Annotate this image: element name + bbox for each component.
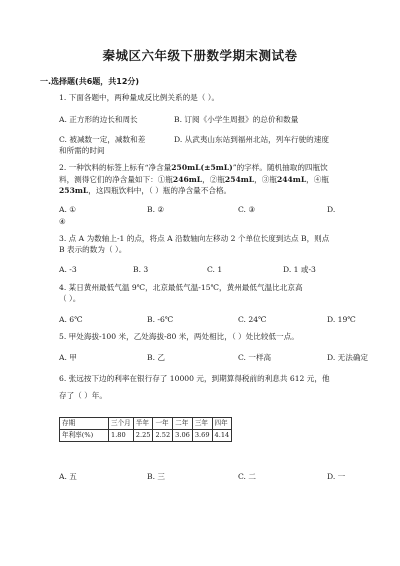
question-4-option-a: A. 6℃ [59, 315, 83, 324]
q2-text: 2. 一种饮料的标签上标有“净含量 [59, 163, 172, 172]
table-row [60, 430, 232, 442]
question-4-line-1: 4. 某日黄州最低气温 9℃，北京最低气温-15℃，黄州最低气温比北京高 [59, 283, 303, 292]
table-header-row [60, 418, 232, 430]
question-1-option-a: A. 正方形的边长和周长 [59, 115, 138, 124]
page-title: 秦城区六年级下册数学期末测试卷 [102, 48, 298, 63]
table-cell: 2.25 [133, 430, 153, 442]
question-2-option-d-cont: ④ [59, 217, 66, 226]
section-heading: 一.选择题(共6题，共12分) [40, 77, 140, 86]
question-3-option-b: B. 3 [133, 265, 149, 274]
table-header-cell: 一年 [153, 418, 173, 430]
table-header-cell: 半年 [133, 418, 153, 430]
table-header-cell: 二年 [173, 418, 193, 430]
table-cell: 3.06 [173, 430, 193, 442]
q2-text: ，④瓶 [306, 175, 329, 184]
question-5-option-d: D. 无法确定 [327, 353, 369, 362]
question-3-option-a: A. -3 [59, 265, 77, 274]
question-4-line-2: （ ）。 [59, 294, 81, 303]
question-2-option-d: D. [327, 205, 336, 214]
q2-text: 料，测得它们的净含量如下：①瓶 [59, 175, 173, 184]
table-cell: 1.80 [109, 430, 134, 442]
question-2-option-c: C. ③ [238, 205, 256, 214]
question-1-option-d-cont: 和所需的时间 [59, 146, 105, 155]
table-header-cell: 四年 [212, 418, 232, 430]
table-header-cell: 三年 [192, 418, 212, 430]
question-6-line-2: 存了（ ）年。 [59, 391, 107, 400]
q2-text: ，这四瓶饮料中，（ ）瓶的净含量不合格。 [88, 186, 232, 195]
q2-text: ”的字样。随机抽取的四瓶饮 [232, 163, 328, 172]
question-3-option-d: D. 1 或-3 [283, 265, 316, 274]
question-1-stem: 1. 下面各题中，两种量成反比例关系的是（ ）。 [59, 93, 220, 102]
question-6-option-b: B. 三 [147, 472, 166, 481]
q2-text: ，③瓶 [254, 175, 277, 184]
question-5-option-b: B. 乙 [147, 353, 166, 362]
question-5-option-c: C. 一样高 [238, 353, 272, 362]
question-6-option-a: A. 五 [59, 472, 77, 481]
question-2-line-3 [59, 186, 231, 196]
question-4-option-c: C. 24℃ [238, 315, 267, 324]
question-1-option-c: C. 被减数一定，减数和差 [59, 135, 146, 144]
q2-measure-4: 253mL [59, 186, 89, 195]
question-5-option-a: A. 甲 [59, 353, 77, 362]
question-2-line-1 [59, 163, 328, 173]
table-cell: 3.69 [192, 430, 212, 442]
q2-text: ，②瓶 [202, 175, 225, 184]
question-1-option-b: B. 订阅《小学生周报》的总价和数量 [174, 115, 299, 124]
question-2-option-a: A. ① [59, 205, 77, 214]
interest-rate-table [59, 417, 232, 442]
table-header-cell: 存期 [60, 418, 109, 430]
question-2-line-2 [59, 175, 329, 185]
question-5-line-1: 5. 甲处海拔-100 米，乙处海拔-80 米，两处相比，（ ）处比较低一点。 [59, 332, 299, 341]
question-4-option-d: D. 19℃ [327, 315, 356, 324]
table-header-cell: 三个月 [109, 418, 134, 430]
table-row-label: 年利率(%) [60, 430, 109, 442]
question-4-option-b: B. -6℃ [147, 315, 174, 324]
table-cell: 4.14 [212, 430, 232, 442]
question-3-line-2: B 表示的数为（ ）。 [59, 245, 127, 254]
q2-measure-1: 246mL [172, 175, 203, 184]
table-cell: 2.52 [153, 430, 173, 442]
question-3-option-c: C. 1 [207, 265, 223, 274]
question-6-option-c: C. 二 [238, 472, 256, 481]
question-3-line-1: 3. 点 A 为数轴上-1 的点，将点 A 沿数轴向左移动 2 个单位长度到达点 B，则点 [59, 234, 330, 243]
q2-net-content: 250mL(±5mL) [171, 163, 233, 172]
question-6-option-d: D. 一 [327, 472, 346, 481]
question-6-line-1: 6. 张远按下边的利率在银行存了 10000 元，到期算得税前的利息共 612 元，他 [59, 374, 330, 383]
question-1-option-d: D. 从武夷山东站到福州北站，列车行驶的速度 [174, 135, 329, 144]
question-2-option-b: B. ② [147, 205, 165, 214]
q2-measure-2: 254mL [224, 175, 255, 184]
q2-measure-3: 244mL [276, 175, 307, 184]
